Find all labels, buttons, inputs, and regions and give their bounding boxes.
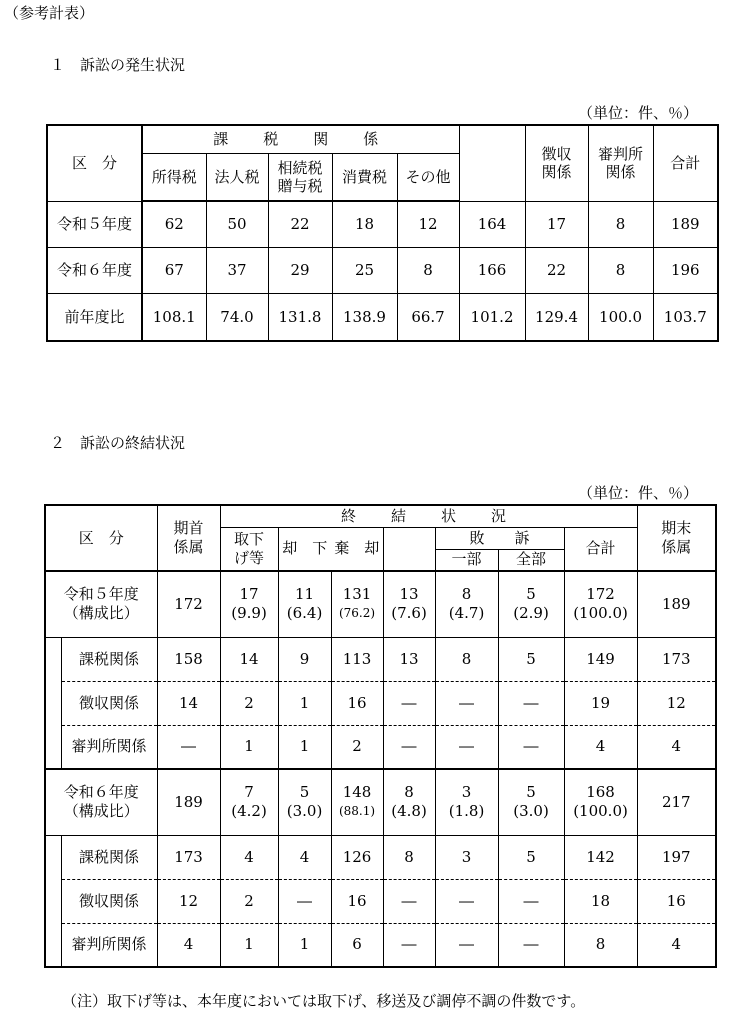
t2-sub-cell: 8 bbox=[435, 637, 498, 681]
t1-row-label: 前年度比 bbox=[47, 293, 142, 341]
t2-sub-cell: 173 bbox=[157, 835, 220, 879]
t2-sub-cell: ― bbox=[435, 879, 498, 923]
t2-pct-lose: (4.8) bbox=[391, 802, 427, 821]
t2-value-partial: 8 bbox=[461, 585, 472, 604]
t2-cell-end: 217 bbox=[637, 769, 716, 835]
t1-cell: 166 bbox=[459, 247, 525, 293]
t1-cell: 196 bbox=[653, 247, 718, 293]
t1-cell: 18 bbox=[332, 201, 397, 247]
t2-value-lose: 8 bbox=[404, 783, 414, 802]
t2-indent bbox=[45, 681, 61, 725]
t1-header-division: 区 分 bbox=[47, 125, 142, 201]
t2-header-lose-left bbox=[383, 527, 435, 549]
t1-header-corporate-tax: 法人税 bbox=[206, 153, 268, 201]
t2-sub-cell: 16 bbox=[331, 681, 383, 725]
t2-sub-label: 徴収関係 bbox=[61, 681, 157, 725]
t2-cell-reject bbox=[331, 769, 383, 835]
t1-cell: 66.7 bbox=[397, 293, 459, 341]
t1-cell: 67 bbox=[142, 247, 206, 293]
t2-sub-cell: 1 bbox=[278, 725, 331, 769]
t2-sub-cell: 16 bbox=[331, 879, 383, 923]
t1-cell: 164 bbox=[459, 201, 525, 247]
t2-header-reject: 棄 却 bbox=[331, 527, 383, 571]
t2-sub-label: 審判所関係 bbox=[61, 725, 157, 769]
t2-sub-cell: 1 bbox=[278, 681, 331, 725]
t2-sub-row bbox=[45, 725, 716, 769]
t2-sub-cell: 1 bbox=[278, 923, 331, 967]
t2-year-row bbox=[45, 571, 716, 637]
t1-cell: 29 bbox=[268, 247, 332, 293]
t2-header-division: 区 分 bbox=[45, 505, 157, 571]
section2-heading: ２ 訴訟の終結状況 bbox=[50, 434, 186, 452]
t2-value-withdraw: 7 bbox=[244, 783, 254, 802]
t2-value-dismiss: 11 bbox=[294, 585, 315, 604]
t2-header-settle-group: 終 結 状 況 bbox=[220, 505, 637, 527]
t2-sub-cell: 5 bbox=[498, 637, 564, 681]
t2-sub-cell: 5 bbox=[498, 835, 564, 879]
t2-pct-total: (100.0) bbox=[573, 802, 628, 821]
t2-sub-cell: 12 bbox=[637, 681, 716, 725]
section2-unit: （単位：件、％） bbox=[578, 484, 699, 502]
t2-sub-cell: 197 bbox=[637, 835, 716, 879]
occurrence-table bbox=[46, 124, 719, 342]
t2-header-lose-group: 敗 訴 bbox=[435, 527, 564, 549]
t2-year-ratio: （構成比） bbox=[63, 802, 139, 821]
t2-sub-row bbox=[45, 681, 716, 725]
t1-header-consumption-tax: 消費税 bbox=[332, 153, 397, 201]
t2-value-dismiss: 5 bbox=[299, 783, 310, 802]
t1-cell: 62 bbox=[142, 201, 206, 247]
t2-sub-cell: ― bbox=[435, 681, 498, 725]
t2-year-name: 令和６年度 bbox=[63, 783, 139, 802]
t2-sub-cell: 6 bbox=[331, 923, 383, 967]
t2-sub-cell: 16 bbox=[637, 879, 716, 923]
t1-cell: 22 bbox=[268, 201, 332, 247]
t2-sub-cell: 2 bbox=[220, 879, 278, 923]
t1-cell: 8 bbox=[588, 247, 653, 293]
t1-cell: 8 bbox=[397, 247, 459, 293]
t2-year-label bbox=[45, 769, 157, 835]
t2-cell-lose bbox=[383, 769, 435, 835]
t2-cell-partial bbox=[435, 769, 498, 835]
t1-header-tax-group: 課 税 関 係 bbox=[142, 125, 459, 153]
t2-sub-cell: ― bbox=[383, 879, 435, 923]
t2-cell-partial bbox=[435, 571, 498, 637]
t2-value-full: 5 bbox=[526, 783, 536, 802]
t2-header-begin: 期首 係属 bbox=[157, 505, 220, 571]
t1-header-collection: 徴収 関係 bbox=[525, 125, 588, 201]
t2-value-reject: 131 bbox=[342, 585, 372, 604]
t1-row-label: 令和６年度 bbox=[47, 247, 142, 293]
t2-sub-cell: ― bbox=[498, 879, 564, 923]
t1-header-tax-subtotal bbox=[459, 125, 525, 201]
t2-value-lose: 13 bbox=[399, 585, 419, 604]
t1-header-inheritance-tax: 相続税 贈与税 bbox=[268, 153, 332, 201]
t2-sub-row bbox=[45, 835, 716, 879]
t2-sub-cell: ― bbox=[498, 725, 564, 769]
t2-header-full: 全部 bbox=[498, 549, 564, 571]
t2-sub-cell: 1 bbox=[220, 725, 278, 769]
t2-sub-cell: 12 bbox=[157, 879, 220, 923]
t2-sub-cell: 8 bbox=[383, 835, 435, 879]
t1-cell: 108.1 bbox=[142, 293, 206, 341]
t2-cell-dismiss bbox=[278, 571, 331, 637]
t2-sub-cell: ― bbox=[383, 923, 435, 967]
t2-sub-cell: 4 bbox=[637, 923, 716, 967]
t2-cell-begin: 172 bbox=[157, 571, 220, 637]
footnote: （注）取下げ等は、本年度においては取下げ、移送及び調停不調の件数です。 bbox=[62, 992, 586, 1010]
t1-cell: 138.9 bbox=[332, 293, 397, 341]
t2-cell-withdraw bbox=[220, 571, 278, 637]
t1-row-label: 令和５年度 bbox=[47, 201, 142, 247]
t2-value-reject: 148 bbox=[342, 783, 372, 802]
t2-sub-cell: 9 bbox=[278, 637, 331, 681]
t2-sub-cell: 3 bbox=[435, 835, 498, 879]
t1-row bbox=[47, 201, 718, 247]
t2-sub-cell: 8 bbox=[564, 923, 637, 967]
t2-sub-cell: 4 bbox=[278, 835, 331, 879]
t2-header-lose-blank bbox=[383, 549, 435, 571]
t1-cell: 37 bbox=[206, 247, 268, 293]
t1-cell: 8 bbox=[588, 201, 653, 247]
t2-sub-cell: 4 bbox=[220, 835, 278, 879]
t2-sub-cell: 4 bbox=[157, 923, 220, 967]
t1-header-total: 合計 bbox=[653, 125, 718, 201]
t1-header-income-tax: 所得税 bbox=[142, 153, 206, 201]
t1-header-tribunal: 審判所 関係 bbox=[588, 125, 653, 201]
t2-sub-cell: 4 bbox=[564, 725, 637, 769]
t2-cell-full bbox=[498, 571, 564, 637]
t2-value-full: 5 bbox=[526, 585, 536, 604]
section1-heading: １ 訴訟の発生状況 bbox=[50, 56, 186, 74]
t2-cell-begin: 189 bbox=[157, 769, 220, 835]
t2-indent bbox=[45, 725, 61, 769]
t2-value-partial: 3 bbox=[461, 783, 472, 802]
t1-cell: 129.4 bbox=[525, 293, 588, 341]
t2-sub-cell: 2 bbox=[220, 681, 278, 725]
t2-sub-row bbox=[45, 879, 716, 923]
t2-cell-total bbox=[564, 769, 637, 835]
t1-cell: 101.2 bbox=[459, 293, 525, 341]
t2-cell-end: 189 bbox=[637, 571, 716, 637]
t2-sub-cell: 19 bbox=[564, 681, 637, 725]
t2-pct-reject: (88.1) bbox=[338, 804, 376, 819]
t2-year-label bbox=[45, 571, 157, 637]
t2-pct-partial: (1.8) bbox=[448, 802, 485, 821]
t2-pct-dismiss: (3.0) bbox=[286, 802, 323, 821]
t2-sub-cell: 149 bbox=[564, 637, 637, 681]
t2-header-partial: 一部 bbox=[435, 549, 498, 571]
t2-sub-row bbox=[45, 637, 716, 681]
reference-label: （参考計表） bbox=[4, 4, 95, 22]
t2-pct-partial: (4.7) bbox=[448, 604, 485, 623]
t2-sub-cell: 142 bbox=[564, 835, 637, 879]
t2-indent bbox=[45, 637, 61, 681]
t2-indent bbox=[45, 835, 61, 879]
t1-cell: 50 bbox=[206, 201, 268, 247]
t2-sub-cell: ― bbox=[157, 725, 220, 769]
t1-cell: 12 bbox=[397, 201, 459, 247]
t2-pct-full: (3.0) bbox=[513, 802, 549, 821]
t1-row bbox=[47, 247, 718, 293]
t2-sub-cell: 113 bbox=[331, 637, 383, 681]
t2-sub-label: 徴収関係 bbox=[61, 879, 157, 923]
t1-cell: 17 bbox=[525, 201, 588, 247]
t2-pct-reject: (76.2) bbox=[338, 606, 376, 621]
t1-cell: 103.7 bbox=[653, 293, 718, 341]
t2-pct-withdraw: (9.9) bbox=[231, 604, 267, 623]
t2-cell-dismiss bbox=[278, 769, 331, 835]
t2-pct-full: (2.9) bbox=[513, 604, 549, 623]
t2-sub-cell: 2 bbox=[331, 725, 383, 769]
t2-pct-total: (100.0) bbox=[573, 604, 628, 623]
t2-value-total: 172 bbox=[586, 585, 615, 604]
t1-cell: 100.0 bbox=[588, 293, 653, 341]
t2-sub-cell: ― bbox=[278, 879, 331, 923]
t2-cell-full bbox=[498, 769, 564, 835]
t2-value-total: 168 bbox=[586, 783, 615, 802]
t2-sub-cell: 173 bbox=[637, 637, 716, 681]
t1-cell: 22 bbox=[525, 247, 588, 293]
t2-sub-cell: 14 bbox=[220, 637, 278, 681]
t2-header-total: 合計 bbox=[564, 527, 637, 571]
t2-pct-lose: (7.6) bbox=[391, 604, 427, 623]
t2-sub-cell: 18 bbox=[564, 879, 637, 923]
t2-sub-cell: 4 bbox=[637, 725, 716, 769]
t2-sub-cell: ― bbox=[435, 923, 498, 967]
section1-unit: （単位：件、％） bbox=[578, 104, 699, 122]
t2-sub-cell: ― bbox=[435, 725, 498, 769]
t2-year-ratio: （構成比） bbox=[63, 604, 139, 623]
t2-header-withdraw: 取下 げ等 bbox=[220, 527, 278, 571]
t2-sub-cell: 13 bbox=[383, 637, 435, 681]
t2-sub-label: 審判所関係 bbox=[61, 923, 157, 967]
t2-cell-lose bbox=[383, 571, 435, 637]
t2-cell-total bbox=[564, 571, 637, 637]
t2-sub-cell: ― bbox=[498, 681, 564, 725]
t2-sub-label: 課税関係 bbox=[61, 637, 157, 681]
t2-pct-dismiss: (6.4) bbox=[286, 604, 323, 623]
t2-sub-cell: 126 bbox=[331, 835, 383, 879]
t1-cell: 25 bbox=[332, 247, 397, 293]
t2-sub-label: 課税関係 bbox=[61, 835, 157, 879]
t2-sub-cell: ― bbox=[383, 681, 435, 725]
t1-cell: 189 bbox=[653, 201, 718, 247]
t2-value-withdraw: 17 bbox=[239, 585, 259, 604]
t1-header-other: その他 bbox=[397, 153, 459, 201]
t2-header-end: 期末 係属 bbox=[637, 505, 716, 571]
t2-year-row bbox=[45, 769, 716, 835]
t2-sub-cell: 1 bbox=[220, 923, 278, 967]
t2-pct-withdraw: (4.2) bbox=[231, 802, 267, 821]
settlement-table bbox=[44, 504, 717, 968]
t1-row bbox=[47, 293, 718, 341]
t2-header-dismiss: 却 下 bbox=[278, 527, 331, 571]
t2-sub-cell: ― bbox=[383, 725, 435, 769]
t1-cell: 74.0 bbox=[206, 293, 268, 341]
t2-indent bbox=[45, 923, 61, 967]
t2-cell-reject bbox=[331, 571, 383, 637]
t2-sub-cell: 158 bbox=[157, 637, 220, 681]
t2-sub-cell: 14 bbox=[157, 681, 220, 725]
t2-sub-row bbox=[45, 923, 716, 967]
t1-cell: 131.8 bbox=[268, 293, 332, 341]
t2-year-name: 令和５年度 bbox=[63, 585, 139, 604]
t2-sub-cell: ― bbox=[498, 923, 564, 967]
t2-indent bbox=[45, 879, 61, 923]
t2-cell-withdraw bbox=[220, 769, 278, 835]
